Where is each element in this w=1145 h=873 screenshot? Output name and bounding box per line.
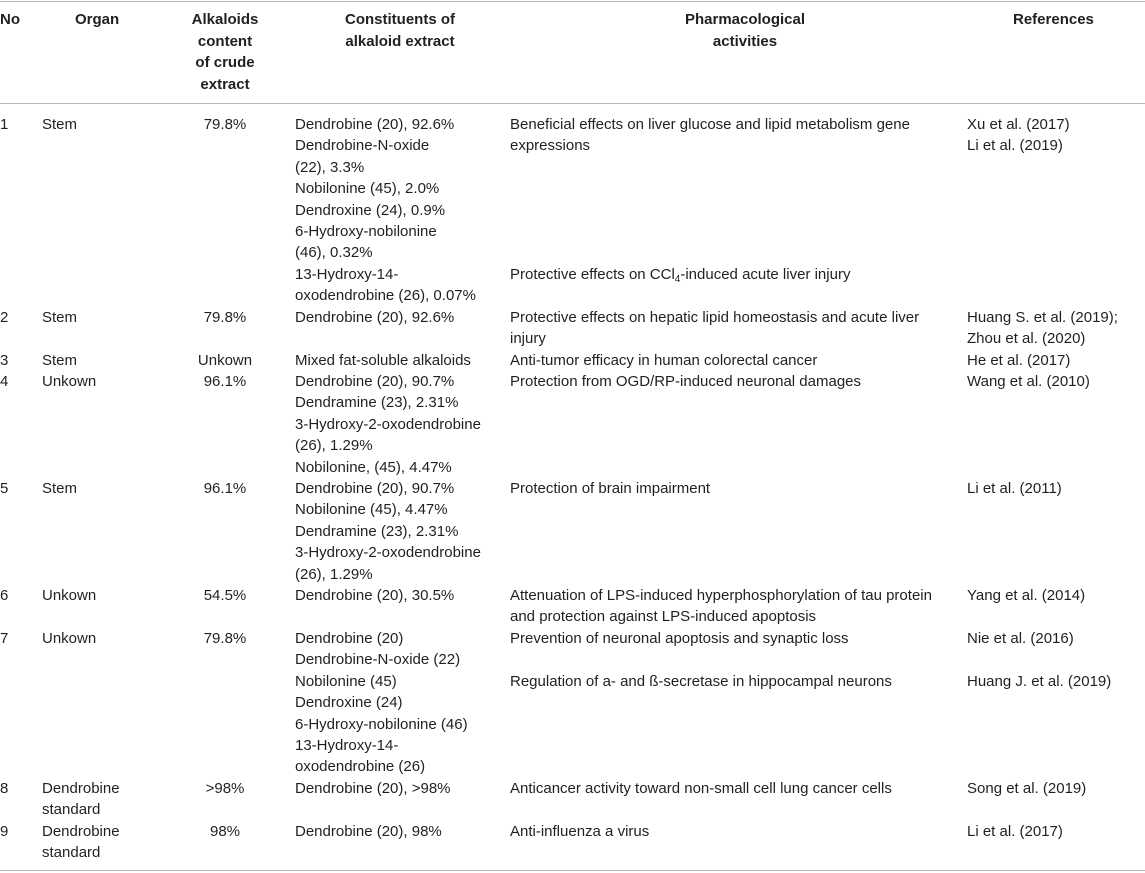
cell-constituent-line: Dendrobine (20), 30.5% — [295, 587, 455, 604]
cell-no: 9 — [0, 823, 9, 840]
cell-reference: Xu et al. (2017) — [967, 116, 1070, 133]
cell-constituent-line: Dendroxine (24), 0.9% — [295, 201, 446, 219]
cell-organ: Stem — [42, 352, 78, 369]
cell-pharmacological-activity: Prevention of neuronal apoptosis and synaptic loss — [510, 630, 849, 647]
cell-pharmacological-activity: Beneficial effects on liver glucose and lipid metabolism gene — [510, 116, 910, 133]
cell-alkaloids-content: 54.5% — [203, 587, 247, 604]
cell-reference: Yang et al. (2014) — [967, 587, 1086, 604]
cell-organ: Dendrobine — [42, 823, 120, 840]
cell-organ: Stem — [42, 116, 78, 133]
cell-pharmacological-activity: Protective effects on hepatic lipid homeostasis and acute liver — [510, 309, 920, 326]
cell-organ: Stem — [42, 309, 78, 326]
table-bottom-rule — [0, 870, 1145, 871]
cell-organ: standard — [42, 844, 101, 862]
cell-constituent-line: Nobilonine (45), 2.0% — [295, 180, 440, 198]
cell-reference: Huang J. et al. (2019) — [967, 673, 1112, 690]
cell-constituent-line: 13-Hydroxy-14- — [295, 265, 399, 283]
cell-constituent-line: 3-Hydroxy-2-oxodendrobine — [295, 544, 481, 562]
cell-reference: Li et al. (2011) — [967, 480, 1062, 497]
cell-constituent-line: Dendrobine-N-oxide — [295, 137, 430, 155]
cell-pharmacological-activity: injury — [510, 330, 546, 348]
cell-pharmacological-activity: Anti-tumor efficacy in human colorectal cancer — [510, 352, 818, 369]
cell-pharmacological-activity: Protection of brain impairment — [510, 480, 711, 497]
cell-alkaloids-content: 98% — [209, 823, 241, 840]
cell-constituent-line: Nobilonine, (45), 4.47% — [295, 458, 452, 476]
cell-alkaloids-content: 96.1% — [203, 373, 247, 390]
cell-no: 4 — [0, 373, 9, 390]
cell-alkaloids-content: 79.8% — [203, 630, 247, 647]
cell-constituent-line: 3-Hydroxy-2-oxodendrobine — [295, 415, 481, 433]
cell-constituent-line: Dendramine (23), 2.31% — [295, 522, 459, 540]
cell-constituent-line: Nobilonine (45), 4.47% — [295, 501, 448, 519]
cell-reference: He et al. (2017) — [967, 352, 1071, 369]
subscript: 4 — [674, 274, 681, 285]
cell-constituent-line: (26), 1.29% — [295, 565, 373, 583]
cell-alkaloids-content: 79.8% — [203, 309, 247, 326]
cell-constituent-line: Dendrobine (20), 92.6% — [295, 309, 455, 326]
cell-constituent-line: Dendrobine (20) — [295, 630, 404, 647]
cell-reference: Nie et al. (2016) — [967, 630, 1074, 647]
cell-no: 8 — [0, 780, 9, 797]
cell-constituent-line: Dendrobine (20), 90.7% — [295, 373, 455, 390]
cell-alkaloids-content: 79.8% — [203, 116, 247, 133]
table-top-rule — [0, 1, 1145, 2]
cell-no: 2 — [0, 309, 9, 326]
cell-pharmacological-activity: Attenuation of LPS-induced hyperphosphorylation of tau protein — [510, 587, 932, 604]
cell-constituent-line: Nobilonine (45) — [295, 672, 397, 690]
cell-constituent-line: (22), 3.3% — [295, 158, 365, 176]
cell-constituent-line: oxodendrobine (26) — [295, 758, 426, 776]
cell-no: 7 — [0, 630, 9, 647]
cell-reference: Song et al. (2019) — [967, 780, 1087, 797]
cell-reference: Huang S. et al. (2019); — [967, 309, 1118, 326]
cell-constituent-line: Dendrobine (20), 92.6% — [295, 116, 455, 133]
cell-no: 6 — [0, 587, 9, 604]
cell-organ: Unkown — [42, 587, 97, 604]
cell-pharmacological-activity: Anticancer activity toward non-small cell lung cancer cells — [510, 780, 892, 797]
header-organ: Organ — [75, 11, 120, 28]
cell-reference: Wang et al. (2010) — [967, 373, 1090, 390]
header-references: References — [1013, 11, 1094, 28]
cell-constituent-line: (46), 0.32% — [295, 244, 373, 262]
cell-no: 5 — [0, 480, 9, 497]
cell-constituent-line: 6-Hydroxy-nobilonine — [295, 223, 437, 240]
cell-organ: standard — [42, 801, 101, 819]
cell-reference: Li et al. (2017) — [967, 823, 1063, 840]
cell-reference: Li et al. (2019) — [967, 137, 1063, 155]
cell-constituent-line: Dendrobine (20), >98% — [295, 780, 451, 797]
cell-organ: Stem — [42, 480, 78, 497]
cell-pharmacological-activity: Regulation of a- and ß-secretase in hippocampal neurons — [510, 673, 892, 690]
cell-organ: Unkown — [42, 630, 97, 647]
cell-constituent-line: oxodendrobine (26), 0.07% — [295, 287, 476, 305]
cell-alkaloids-content: 96.1% — [203, 480, 247, 497]
cell-constituent-line: Dendramine (23), 2.31% — [295, 394, 459, 412]
header-alkaloids-content: Alkaloids content of crude extract — [191, 11, 259, 93]
cell-constituent-line: Mixed fat-soluble alkaloids — [295, 352, 471, 369]
cell-pharmacological-activity: Anti-influenza a virus — [510, 823, 650, 840]
cell-constituent-line: Dendrobine (20), 90.7% — [295, 480, 455, 497]
cell-no: 3 — [0, 352, 9, 369]
cell-organ: Dendrobine — [42, 780, 120, 797]
cell-pharmacological-activity — [510, 264, 850, 285]
header-bottom-rule — [0, 103, 1145, 104]
cell-constituent-line: 13-Hydroxy-14- — [295, 737, 399, 754]
cell-pharmacological-activity: expressions — [510, 137, 591, 155]
cell-alkaloids-content: >98% — [205, 780, 245, 797]
header-pharmacological-activities: Pharmacological activities — [684, 11, 806, 50]
cell-constituent-line: 6-Hydroxy-nobilonine (46) — [295, 715, 468, 733]
cell-constituent-line: Dendroxine (24) — [295, 694, 403, 712]
activity-text: Protective effects on CCl — [510, 266, 675, 283]
activity-text: -induced acute liver injury — [680, 266, 851, 283]
cell-organ: Unkown — [42, 373, 97, 390]
header-constituents: Constituents of alkaloid extract — [345, 11, 455, 50]
cell-pharmacological-activity: and protection against LPS-induced apoptosis — [510, 608, 817, 626]
cell-constituent-line: Dendrobine-N-oxide (22) — [295, 651, 461, 669]
cell-constituent-line: (26), 1.29% — [295, 437, 373, 455]
cell-reference: Zhou et al. (2020) — [967, 330, 1086, 348]
header-no: No — [0, 11, 20, 28]
cell-constituent-line: Dendrobine (20), 98% — [295, 823, 442, 840]
cell-alkaloids-content: Unkown — [197, 352, 253, 369]
cell-pharmacological-activity: Protection from OGD/RP-induced neuronal damages — [510, 373, 862, 390]
cell-no: 1 — [0, 116, 9, 133]
